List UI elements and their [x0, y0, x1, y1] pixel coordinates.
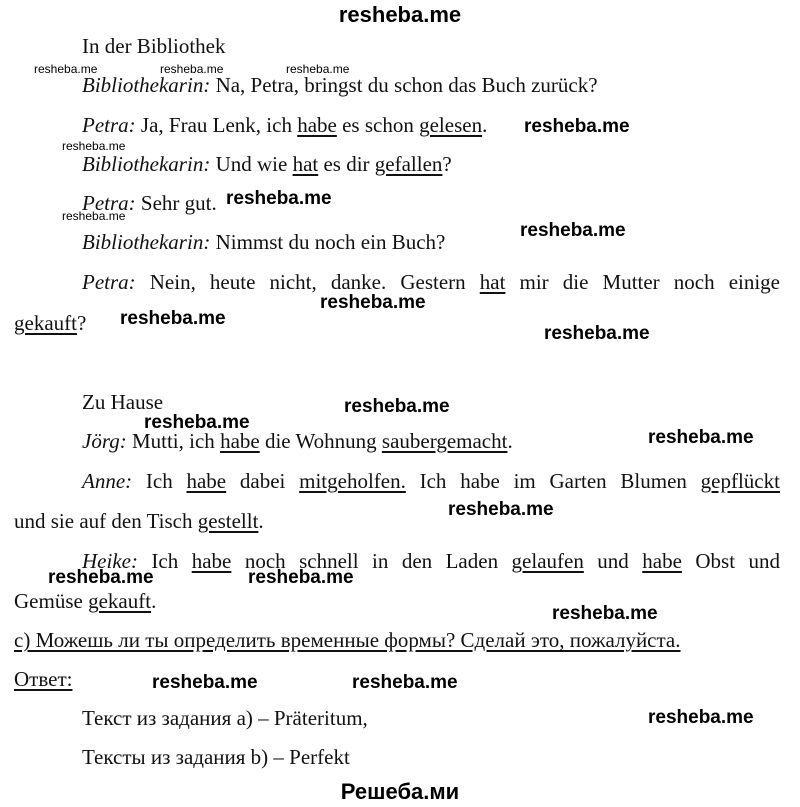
- word: noch: [673, 270, 715, 294]
- speaker: Bibliothekarin:: [82, 230, 211, 254]
- answer-line-1: Текст из задания a) – Präteritum,: [82, 706, 368, 730]
- word: Laden: [445, 549, 499, 573]
- header-site-title: resheba.me: [338, 2, 462, 27]
- word: Ich: [151, 549, 179, 573]
- speaker: Petra:: [82, 113, 136, 137]
- watermark: resheba.me: [344, 396, 450, 417]
- dialogue-line-6: [82, 270, 780, 295]
- watermark-small: resheba.me: [286, 62, 350, 76]
- underlined-verb: gekauft: [88, 589, 152, 613]
- underlined-verb: saubergemacht: [381, 429, 508, 453]
- word: den: [401, 549, 433, 573]
- dialogue-line-6-cont: [14, 311, 86, 336]
- punctuation: .: [258, 509, 264, 533]
- word: Mutter: [602, 270, 660, 294]
- word: danke.: [330, 270, 387, 294]
- line-text: Gemüse: [14, 589, 83, 613]
- section-title-zu-hause: Zu Hause: [82, 390, 164, 414]
- watermark: resheba.me: [144, 412, 250, 433]
- line-text: Sehr gut.: [140, 191, 217, 215]
- punctuation: .: [151, 589, 157, 613]
- word: die: [562, 270, 589, 294]
- watermark-small: resheba.me: [160, 62, 224, 76]
- speaker: Heike:: [82, 549, 138, 573]
- speaker: Bibliothekarin:: [82, 73, 211, 97]
- watermark: resheba.me: [524, 116, 630, 137]
- underlined-verb: mitgeholfen.: [299, 469, 406, 493]
- watermark: resheba.me: [448, 499, 554, 520]
- line-text: es dir: [323, 152, 370, 176]
- punctuation: .: [507, 429, 513, 453]
- word: schnell: [299, 549, 359, 573]
- underlined-verb: gelaufen: [511, 549, 584, 573]
- underlined-verb: habe: [297, 113, 337, 137]
- footer-site-title: Решеба.ми: [340, 779, 460, 804]
- word: Nein,: [149, 270, 196, 294]
- underlined-verb: gepflückt: [700, 469, 780, 493]
- underlined-verb: gestellt: [197, 509, 259, 533]
- word: Garten: [549, 469, 607, 493]
- word: Obst: [695, 549, 736, 573]
- underlined-verb: gefallen: [374, 152, 443, 176]
- line-text: die Wohnung: [264, 429, 377, 453]
- underlined-verb: habe: [186, 469, 227, 493]
- word: dabei: [239, 469, 286, 493]
- dialogue-line-5: [82, 230, 445, 255]
- word: heute: [209, 270, 256, 294]
- underlined-verb: hat: [292, 152, 319, 176]
- punctuation: .: [482, 113, 488, 137]
- word: in: [372, 549, 389, 573]
- speaker: Bibliothekarin:: [82, 152, 211, 176]
- watermark: resheba.me: [520, 220, 626, 241]
- underlined-verb: hat: [479, 270, 506, 294]
- word: nicht,: [269, 270, 317, 294]
- word: im: [513, 469, 536, 493]
- word: Blumen: [620, 469, 687, 493]
- word: Ich: [145, 469, 173, 493]
- watermark: resheba.me: [352, 672, 458, 693]
- dialogue-line-9-cont: [14, 589, 156, 614]
- dialogue-line-2: [82, 113, 487, 138]
- watermark: resheba.me: [48, 567, 154, 588]
- answer-line-2: Тексты из задания b) – Perfekt: [82, 745, 350, 769]
- punctuation: ?: [76, 311, 87, 335]
- underlined-verb: gekauft: [14, 311, 77, 335]
- task-question: c) Можешь ли ты определить временные формы? Сделай это, пожалуйста.: [14, 628, 681, 652]
- line-text: Na, Petra, bringst du schon das Buch zurück?: [215, 73, 598, 97]
- word: mir: [519, 270, 549, 294]
- watermark-small: resheba.me: [34, 62, 98, 76]
- speaker: Jörg:: [82, 429, 127, 453]
- word: und: [597, 549, 629, 573]
- section-title-bibliothek: In der Bibliothek: [82, 34, 226, 58]
- watermark: resheba.me: [120, 308, 226, 329]
- word: habe: [460, 469, 500, 493]
- line-text: Ja, Frau Lenk, ich: [140, 113, 292, 137]
- watermark: resheba.me: [320, 292, 426, 313]
- watermark-small: resheba.me: [62, 209, 126, 223]
- watermark: resheba.me: [648, 707, 754, 728]
- word: noch: [244, 549, 286, 573]
- watermark: resheba.me: [552, 603, 658, 624]
- line-text: Und wie: [215, 152, 288, 176]
- line-text: es schon: [342, 113, 414, 137]
- underlined-verb: habe: [220, 429, 260, 453]
- watermark: resheba.me: [226, 188, 332, 209]
- watermark-small: resheba.me: [62, 139, 126, 153]
- underlined-verb: gelesen: [419, 113, 483, 137]
- dialogue-line-1: [82, 73, 598, 98]
- answer-label: Ответ:: [14, 667, 73, 691]
- word: Ich: [419, 469, 447, 493]
- underlined-verb: habe: [642, 549, 682, 573]
- speaker: Anne:: [82, 469, 133, 493]
- punctuation: ?: [442, 152, 452, 176]
- watermark: resheba.me: [544, 323, 650, 344]
- watermark: resheba.me: [248, 567, 354, 588]
- watermark: resheba.me: [648, 427, 754, 448]
- speaker: Petra:: [82, 191, 136, 215]
- speaker: Petra:: [82, 270, 136, 294]
- line-text: Nimmst du noch ein Buch?: [215, 230, 446, 254]
- line-text: Mutti, ich: [131, 429, 215, 453]
- dialogue-line-3: [82, 152, 452, 177]
- dialogue-line-8: [82, 469, 780, 494]
- line-text: und sie auf den Tisch: [14, 509, 193, 533]
- watermark: resheba.me: [152, 672, 258, 693]
- dialogue-line-8-cont: [14, 509, 264, 534]
- underlined-verb: habe: [191, 549, 232, 573]
- word: einige: [728, 270, 780, 294]
- word: Gestern: [400, 270, 466, 294]
- word: und: [748, 549, 780, 573]
- dialogue-line-9: [82, 549, 780, 574]
